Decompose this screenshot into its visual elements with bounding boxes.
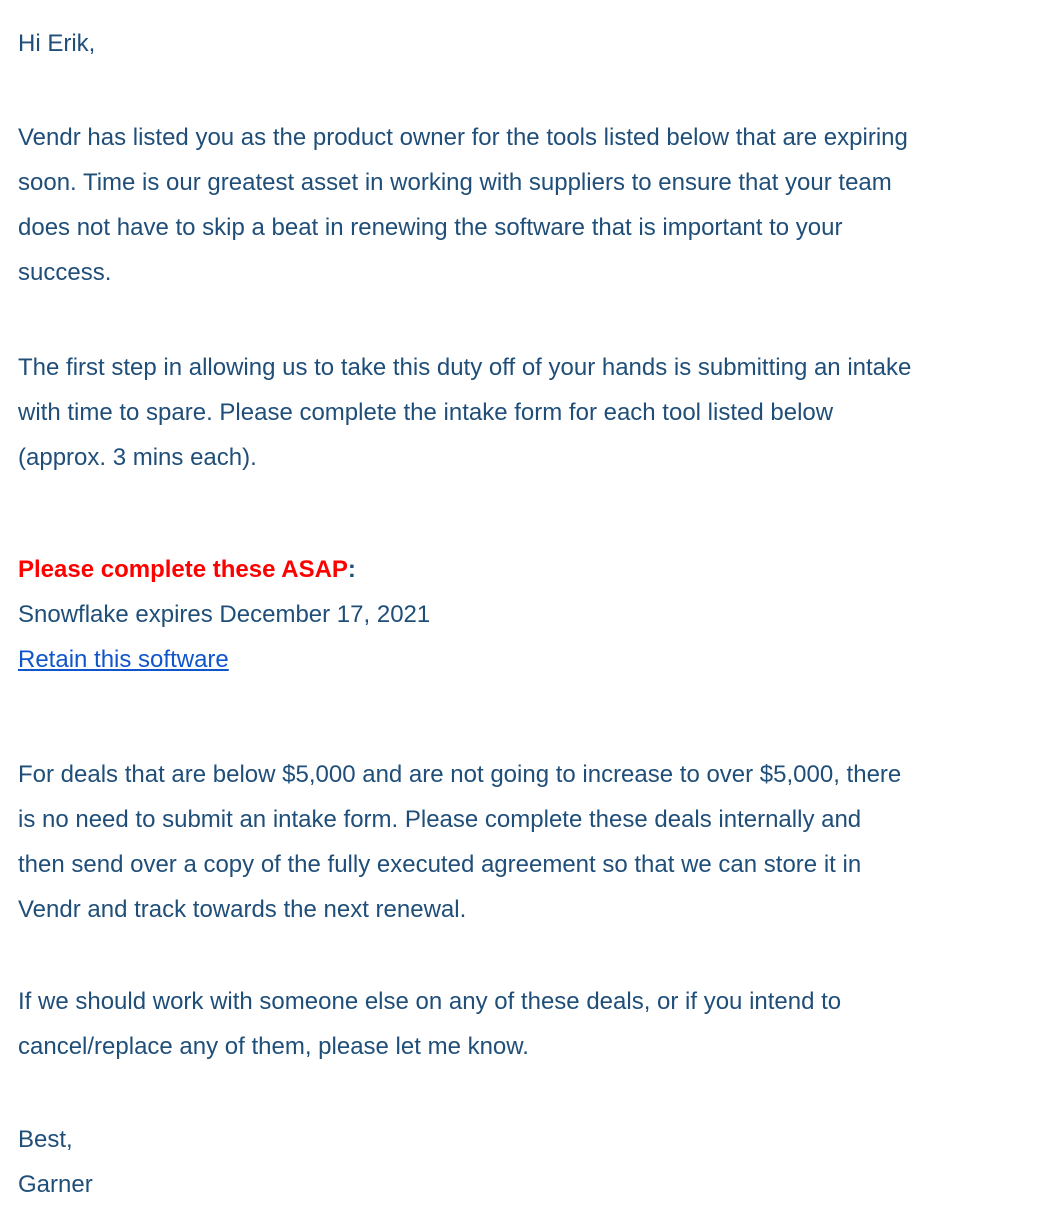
expiry-line: Snowflake expires December 17, 2021 — [18, 601, 431, 628]
text-line: (approx. 3 mins each). — [18, 444, 257, 471]
text-line: Vendr has listed you as the product owner for the tools listed below that are expiring — [18, 124, 908, 151]
text-line: then send over a copy of the fully executed agreement so that we can store it in — [18, 851, 862, 878]
text-line: If we should work with someone else on any of these deals, or if you intend to — [18, 988, 842, 1015]
paragraph-intro — [18, 115, 1034, 295]
alert-heading-colon: : — [347, 556, 356, 583]
alert-heading-red-text: Please complete these ASAP — [18, 556, 348, 583]
alert-section — [18, 547, 1034, 682]
greeting — [18, 21, 1034, 66]
paragraph-someone-else — [18, 979, 1034, 1069]
text-line: success. — [18, 259, 112, 286]
text-line: soon. Time is our greatest asset in working with suppliers to ensure that your team — [18, 169, 892, 196]
text-line: is no need to submit an intake form. Please complete these deals internally and — [18, 806, 862, 833]
text-line: Vendr and track towards the next renewal. — [18, 896, 467, 923]
signature-line: Garner — [18, 1171, 93, 1198]
text-line: does not have to skip a beat in renewing the software that is important to your — [18, 214, 843, 241]
text-line: with time to spare. Please complete the intake form for each tool listed below — [18, 399, 834, 426]
retain-software-link[interactable]: Retain this software — [18, 646, 229, 673]
closing-line: Best, — [18, 1126, 73, 1153]
text-line: For deals that are below $5,000 and are not going to increase to over $5,000, there — [18, 761, 902, 788]
paragraph-small-deals — [18, 752, 1034, 932]
greeting-line: Hi Erik, — [18, 30, 96, 57]
retain-link-line — [18, 637, 1034, 682]
text-line: cancel/replace any of them, please let me know. — [18, 1033, 529, 1060]
alert-heading — [18, 547, 1034, 592]
signature-block — [18, 1117, 1034, 1207]
paragraph-first-step — [18, 345, 1034, 480]
text-line: The first step in allowing us to take this duty off of your hands is submitting an intake — [18, 354, 912, 381]
